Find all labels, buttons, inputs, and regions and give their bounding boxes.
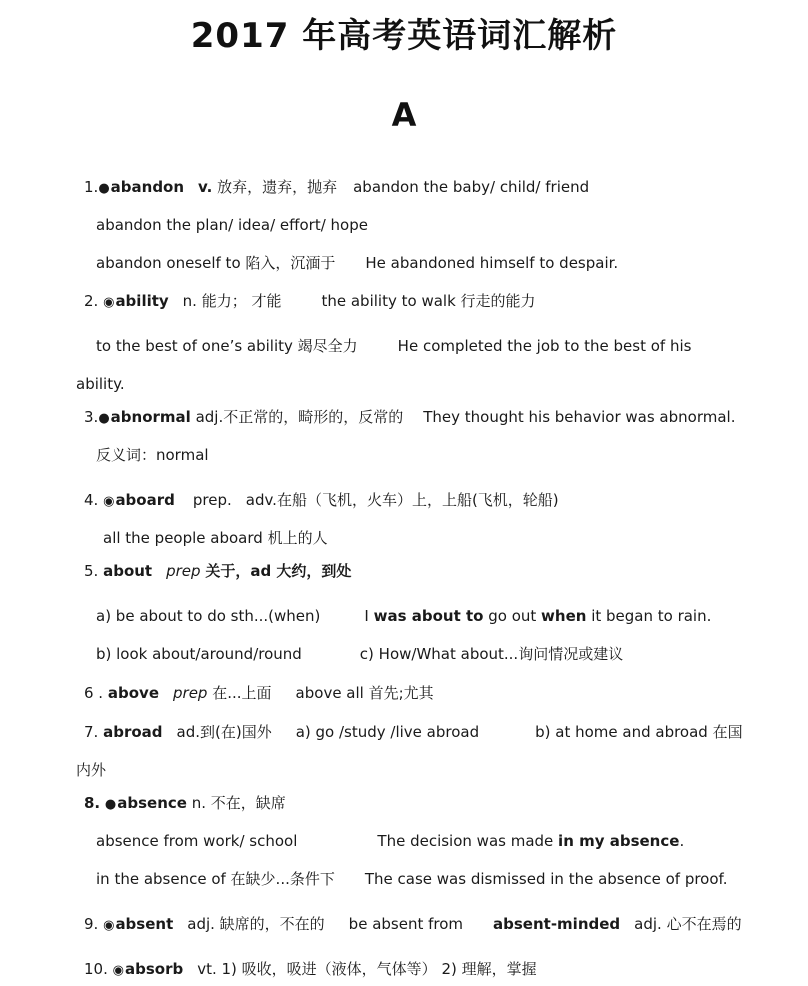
entry-number: 7. [84, 723, 99, 741]
phrase: c) How/What about...询问情况或建议 [359, 645, 624, 663]
example: above all 首先;尤其 [295, 684, 434, 702]
headword: absent [115, 915, 174, 933]
headword: ability [115, 292, 169, 310]
definition: 在...上面 [212, 684, 272, 702]
bullet-icon: ◉ [103, 295, 115, 310]
example-line [96, 831, 684, 851]
headword-secondary: absent-minded [493, 915, 621, 933]
bullet-icon: ◉ [103, 494, 115, 509]
definition: adj. 缺席的，不在的 [187, 915, 325, 933]
section-letter: A [391, 96, 417, 134]
definition: adv.在船（飞机，火车）上，上船(飞机，轮船) [245, 491, 559, 509]
entry-number: 9. [84, 915, 99, 933]
antonym-line: 反义词：normal [96, 446, 209, 464]
example-line [96, 644, 623, 664]
entry-number: 6 . [84, 684, 104, 702]
phrase: be absent from [348, 915, 464, 933]
part-of-speech: prep [173, 684, 208, 702]
example-line [96, 869, 728, 889]
phrase: a) be about to do sth...(when) [96, 607, 321, 625]
example-line: all the people aboard 机上的人 [103, 529, 328, 547]
entry-abroad [84, 722, 743, 742]
entry-number: 3. [84, 408, 99, 426]
bullet-icon: ● [98, 181, 110, 196]
bullet-icon: ◉ [112, 963, 124, 978]
example-sentence: He completed the job to the best of his [397, 337, 692, 355]
example-sentence: The decision was made in my absence. [377, 832, 685, 850]
entry-number: 2. [84, 292, 99, 310]
phrase: in the absence of 在缺少...条件下 [96, 870, 335, 888]
phrase: b) look about/around/round [96, 645, 302, 663]
headword: abnormal [110, 408, 191, 426]
headword: aboard [115, 491, 175, 509]
example-sentence: They thought his behavior was abnormal. [423, 408, 736, 426]
headword: about [103, 562, 153, 580]
example: a) go /study /live abroad [295, 723, 480, 741]
entry-about [84, 561, 351, 581]
entry-ability [84, 291, 536, 313]
example: the ability to walk 行走的能力 [321, 292, 536, 310]
part-of-speech: prep [166, 562, 201, 580]
example-line-continued: ability. [76, 375, 125, 393]
entry-number: 1. [84, 178, 99, 196]
entry-number: 10. [84, 960, 108, 978]
example-line [96, 606, 711, 626]
entry-abnormal [84, 407, 735, 429]
example-sentence: I was about to go out when it began to rain. [364, 607, 712, 625]
definition: 放弃，遗弃，抛弃 [217, 178, 338, 196]
bullet-icon: ◉ [103, 918, 115, 933]
part-of-speech: v. [198, 178, 213, 196]
phrase: to the best of one’s ability 竭尽全力 [96, 337, 358, 355]
entry-number: 5. [84, 562, 99, 580]
entry-number: 4. [84, 491, 99, 509]
part-of-speech: prep. [192, 491, 232, 509]
definition: ad.到(在)国外 [176, 723, 272, 741]
example-line-continued: 内外 [76, 761, 107, 779]
entry-absorb [84, 959, 537, 981]
page-title: 2017 年高考英语词汇解析 [190, 16, 618, 56]
phrase: abandon oneself to 陷入，沉湎于 [96, 254, 336, 272]
phrase: absence from work/ school [96, 832, 298, 850]
example: b) at home and abroad 在国 [535, 723, 743, 741]
bullet-icon: ● [98, 411, 110, 426]
entry-abandon [84, 177, 589, 199]
example-sentence: He abandoned himself to despair. [365, 254, 619, 272]
headword: absorb [124, 960, 184, 978]
definition: n. 能力； 才能 [182, 292, 282, 310]
entry-absence [84, 793, 286, 815]
entry-above [84, 683, 434, 703]
example-line: abandon the plan/ idea/ effort/ hope [96, 216, 368, 234]
definition: adj.不正常的，畸形的，反常的 [195, 408, 404, 426]
example: abandon the baby/ child/ friend [353, 178, 590, 196]
entry-number: 8. [84, 794, 101, 812]
entry-absent [84, 914, 742, 936]
headword: absence [117, 794, 187, 812]
definition: vt. 1) 吸收，吸进（液体，气体等） 2) 理解，掌握 [197, 960, 537, 978]
entry-aboard [84, 490, 559, 512]
headword: abandon [110, 178, 185, 196]
definition: n. 不在，缺席 [191, 794, 286, 812]
bullet-icon: ● [104, 797, 117, 812]
example-line [96, 336, 691, 356]
example-line [96, 253, 618, 273]
headword: abroad [103, 723, 163, 741]
headword: above [107, 684, 159, 702]
example-sentence: The case was dismissed in the absence of proof. [364, 870, 728, 888]
definition: 关于，ad 大约，到处 [205, 562, 352, 580]
definition: adj. 心不在焉的 [634, 915, 742, 933]
